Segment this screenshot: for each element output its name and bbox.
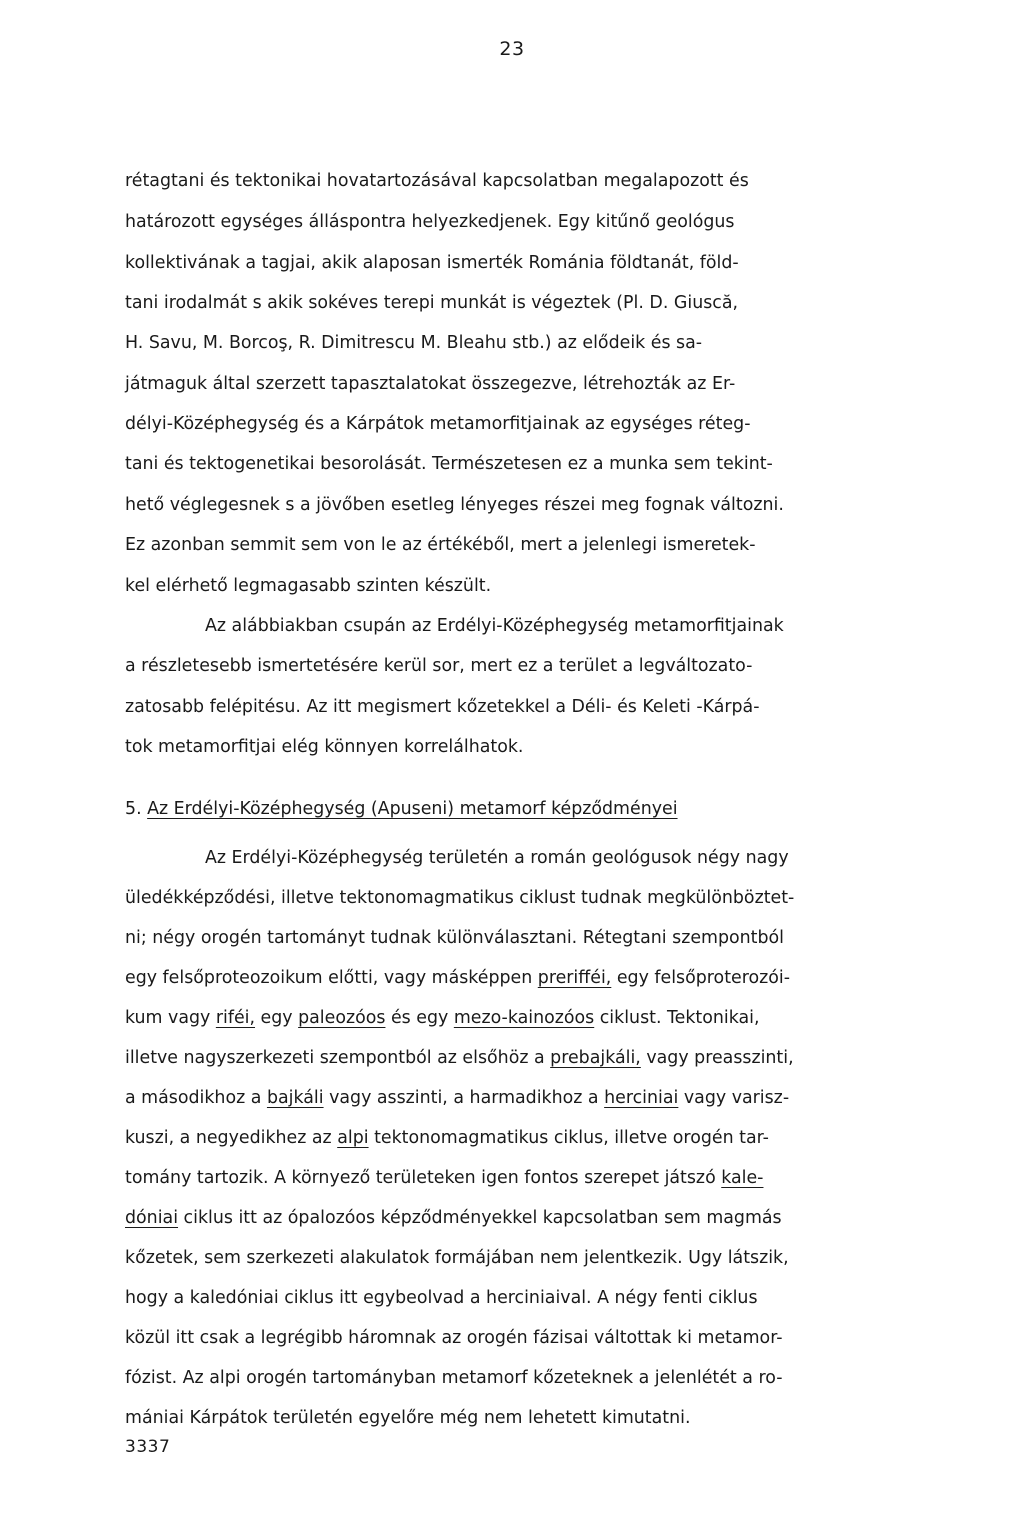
text-line: közül itt csak a legrégibb háromnak az orogén fázisai váltottak ki metamor- [125, 1328, 783, 1348]
page-number: 23 [499, 38, 525, 60]
section-heading [125, 797, 678, 821]
text-line: a részletesebb ismertetésére kerül sor, mert ez a terület a legváltozato- [125, 656, 753, 676]
text-line: rétagtani és tektonikai hovatartozásával kapcsolatban megalapozott és [125, 171, 749, 191]
text-line: tani irodalmát s akik sokéves terepi munkát is végeztek (Pl. D. Giuscă, [125, 293, 739, 313]
text-line: határozott egységes álláspontra helyezkedjenek. Egy kitűnő geológus [125, 212, 735, 232]
text-line: Az Erdélyi-Középhegység területén a román geológusok négy nagy [205, 848, 789, 868]
text-span: kum vagy [125, 1008, 216, 1028]
text-span: a másodikhoz a [125, 1088, 267, 1108]
text-line: kőzetek, sem szerkezeti alakulatok formájában nem jelentkezik. Ugy látszik, [125, 1248, 789, 1268]
text-span: egy felsőproteozoikum előtti, vagy másképpen [125, 968, 538, 988]
text-line: kel elérhető legmagasabb szinten készült. [125, 576, 492, 596]
text-span: ciklus itt az ópalozóos képződményekkel kapcsolatban sem magmás [178, 1208, 782, 1228]
text-line: játmaguk által szerzett tapasztalatokat összegezve, létrehozták az Er- [125, 374, 736, 394]
text-line: hogy a kaledóniai ciklus itt egybeolvad a herciniaival. A négy fenti ciklus [125, 1288, 758, 1308]
text-line [125, 1206, 782, 1230]
underlined-term: dóniai [125, 1208, 179, 1228]
text-span: illetve nagyszerkezeti szempontból az elsőhöz a [125, 1048, 551, 1068]
text-line [125, 966, 790, 990]
underlined-term: kale- [721, 1168, 764, 1188]
text-span: ciklust. Tektonikai, [594, 1008, 760, 1028]
text-span: vagy asszinti, a harmadikhoz a [323, 1088, 605, 1108]
text-span: tomány tartozik. A környező területeken igen fontos szerepet játszó [125, 1168, 722, 1188]
text-line: üledékképződési, illetve tektonomagmatikus ciklust tudnak megkülönböztet- [125, 888, 795, 908]
text-line: Ez azonban semmit sem von le az értékéből, mert a jelenlegi ismeretek- [125, 535, 756, 555]
text-line: kollektivának a tagjai, akik alaposan ismerték Románia földtanát, föld- [125, 253, 739, 273]
underlined-term: prerifféi, [537, 968, 612, 988]
text-line: zatosabb felépitésu. Az itt megismert kőzetekkel a Déli- és Keleti -Kárpá- [125, 697, 760, 717]
text-line: ni; négy orogén tartományt tudnak különválasztani. Rétegtani szempontból [125, 928, 784, 948]
text-line: mániai Kárpátok területén egyelőre még nem lehetett kimutatni. [125, 1408, 691, 1428]
underlined-term: paleozóos [298, 1008, 386, 1028]
text-span: vagy varisz- [678, 1088, 790, 1108]
underlined-term: bajkáli [266, 1088, 324, 1108]
text-line: tok metamorfitjai elég könnyen korrelálhatok. [125, 737, 524, 757]
text-line [125, 1006, 760, 1030]
text-line: hető véglegesnek s a jövőben esetleg lényeges részei meg fognak változni. [125, 495, 784, 515]
underlined-term: herciniai [604, 1088, 679, 1108]
footer-code: 3337 [125, 1437, 171, 1457]
text-line [125, 1086, 789, 1110]
text-line: fózist. Az alpi orogén tartományban metamorf kőzeteknek a jelenlétét a ro- [125, 1368, 783, 1388]
text-span: egy felsőproterozói- [611, 968, 790, 988]
section-number: 5. [125, 799, 142, 819]
text-span: vagy preasszinti, [640, 1048, 794, 1068]
underlined-term: prebajkáli, [550, 1048, 641, 1068]
section-title: Az Erdélyi-Középhegység (Apuseni) metamorf képződményei [147, 799, 678, 819]
underlined-term: riféi, [215, 1008, 256, 1028]
text-line: H. Savu, M. Borcoş, R. Dimitrescu M. Bleahu stb.) az elődeik és sa- [125, 333, 703, 353]
text-line [125, 1166, 763, 1190]
underlined-term: alpi [337, 1128, 369, 1148]
text-line: tani és tektogenetikai besorolását. Természetesen ez a munka sem tekint- [125, 454, 773, 474]
text-span: tektonomagmatikus ciklus, illetve orogén tar- [368, 1128, 769, 1148]
underlined-term: mezo-kainozóos [453, 1008, 595, 1028]
text-line [125, 1126, 769, 1150]
text-line: délyi-Középhegység és a Kárpátok metamorfitjainak az egységes réteg- [125, 414, 751, 434]
text-span: kuszi, a negyedikhez az [125, 1128, 338, 1148]
text-span: és egy [385, 1008, 454, 1028]
text-span: egy [255, 1008, 299, 1028]
text-line: Az alábbiakban csupán az Erdélyi-Középhegység metamorfitjainak [205, 616, 784, 636]
text-line [125, 1046, 794, 1070]
